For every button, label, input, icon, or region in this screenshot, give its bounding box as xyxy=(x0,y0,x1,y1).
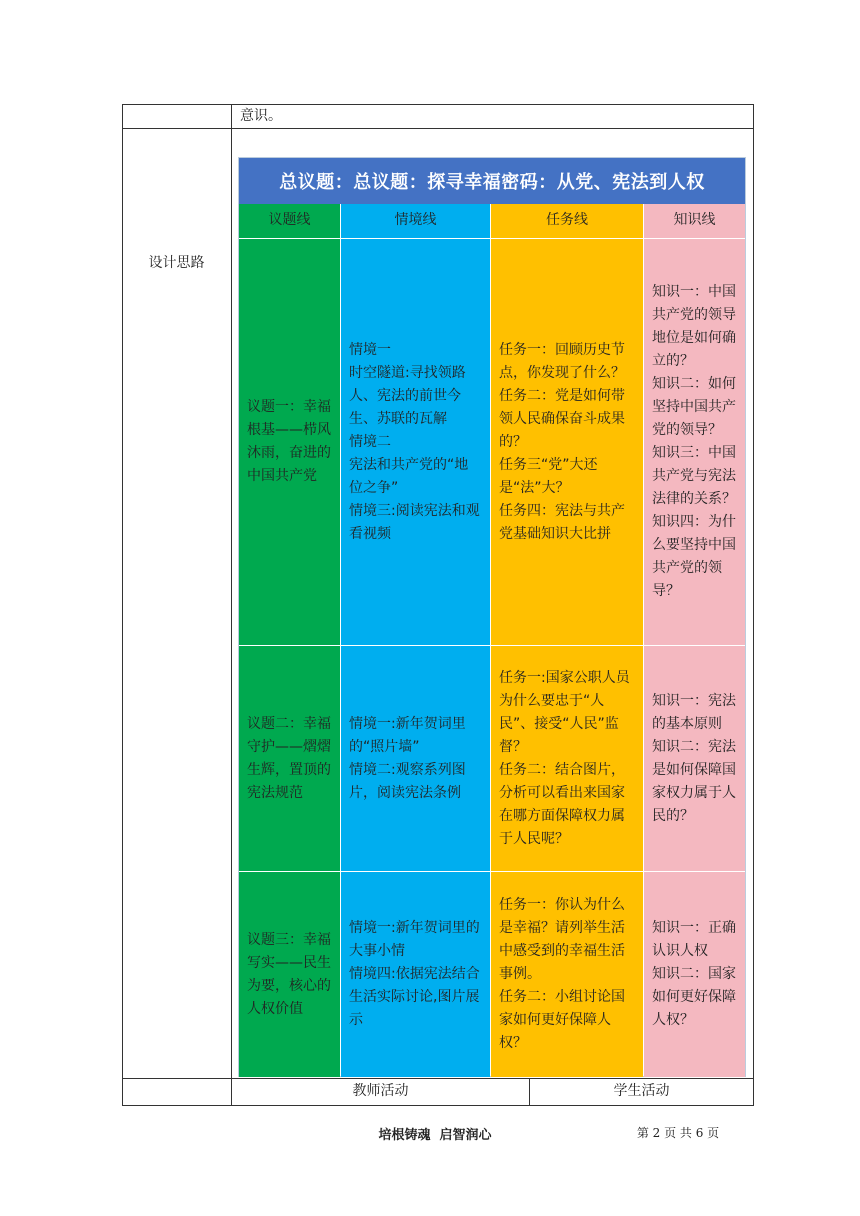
row2-issue: 议题二：幸福守护——熠熠生辉，置顶的宪法规范 xyxy=(239,646,340,871)
row3-issue: 议题三：幸福写实——民生为要，核心的人权价值 xyxy=(239,872,340,1077)
side-label: 设计思路 xyxy=(148,255,205,271)
row1-task: 任务一：回顾历史节点，你发现了什么？ 任务二：党是如何带领人民确保奋斗成果的？ 任务三“党”大还是“法”大？ 任务四：宪法与共产党基础知识大比拼 xyxy=(491,239,643,645)
row2-knowledge: 知识一：宪法的基本原则 知识二：宪法是如何保障国家权力属于人民的？ xyxy=(644,646,745,871)
col-header-knowledge: 知识线 xyxy=(644,204,745,238)
footer-motto: 培根铸魂 启智润心 xyxy=(378,1128,492,1143)
banner xyxy=(239,158,745,204)
top-row-text: 意识。 xyxy=(240,108,282,124)
col-header-situation: 情境线 xyxy=(341,204,490,238)
row1-knowledge: 知识一：中国共产党的领导地位是如何确立的？ 知识二：如何坚持中国共产党的领导？ 知识三：中国共产党与宪法法律的关系？ 知识四：为什么要坚持中国共产党的领导？ xyxy=(644,239,745,645)
row3-situation: 情境一:新年贺词里的大事小情 情境四:依据宪法结合生活实际讨论,图片展示 xyxy=(341,872,490,1077)
row3-task: 任务一：你认为什么是幸福？请列举生活中感受到的幸福生活事例。 任务二：小组讨论国家如何更好保障人权？ xyxy=(491,872,643,1077)
teacher-activity-label: 教师活动 xyxy=(352,1083,409,1099)
row2-task: 任务一:国家公职人员为什么要忠于“人民”、接受“人民”监督？ 任务二：结合图片，分析可以看出来国家在哪方面保障权力属于人民呢？ xyxy=(491,646,643,871)
page-number: 第 2 页 共 6 页 xyxy=(636,1126,720,1140)
student-activity-label: 学生活动 xyxy=(613,1083,670,1099)
col-header-issue: 议题线 xyxy=(239,204,340,238)
row3-knowledge: 知识一：正确认识人权 知识二：国家如何更好保障人权？ xyxy=(644,872,745,1077)
row2-situation: 情境一:新年贺词里的“照片墙” 情境二:观察系列图片，阅读宪法条例 xyxy=(341,646,490,871)
row1-issue: 议题一：幸福根基——栉风沐雨，奋进的中国共产党 xyxy=(239,239,340,645)
col-header-task: 任务线 xyxy=(491,204,643,238)
row1-situation: 情境一 时空隧道:寻找领路人、宪法的前世今生、苏联的瓦解 情境二 宪法和共产党的“地位之争” 情境三:阅读宪法和观看视频 xyxy=(341,239,490,645)
banner-title: 总议题：总议题：探寻幸福密码：从党、宪法到人权 xyxy=(279,172,705,193)
